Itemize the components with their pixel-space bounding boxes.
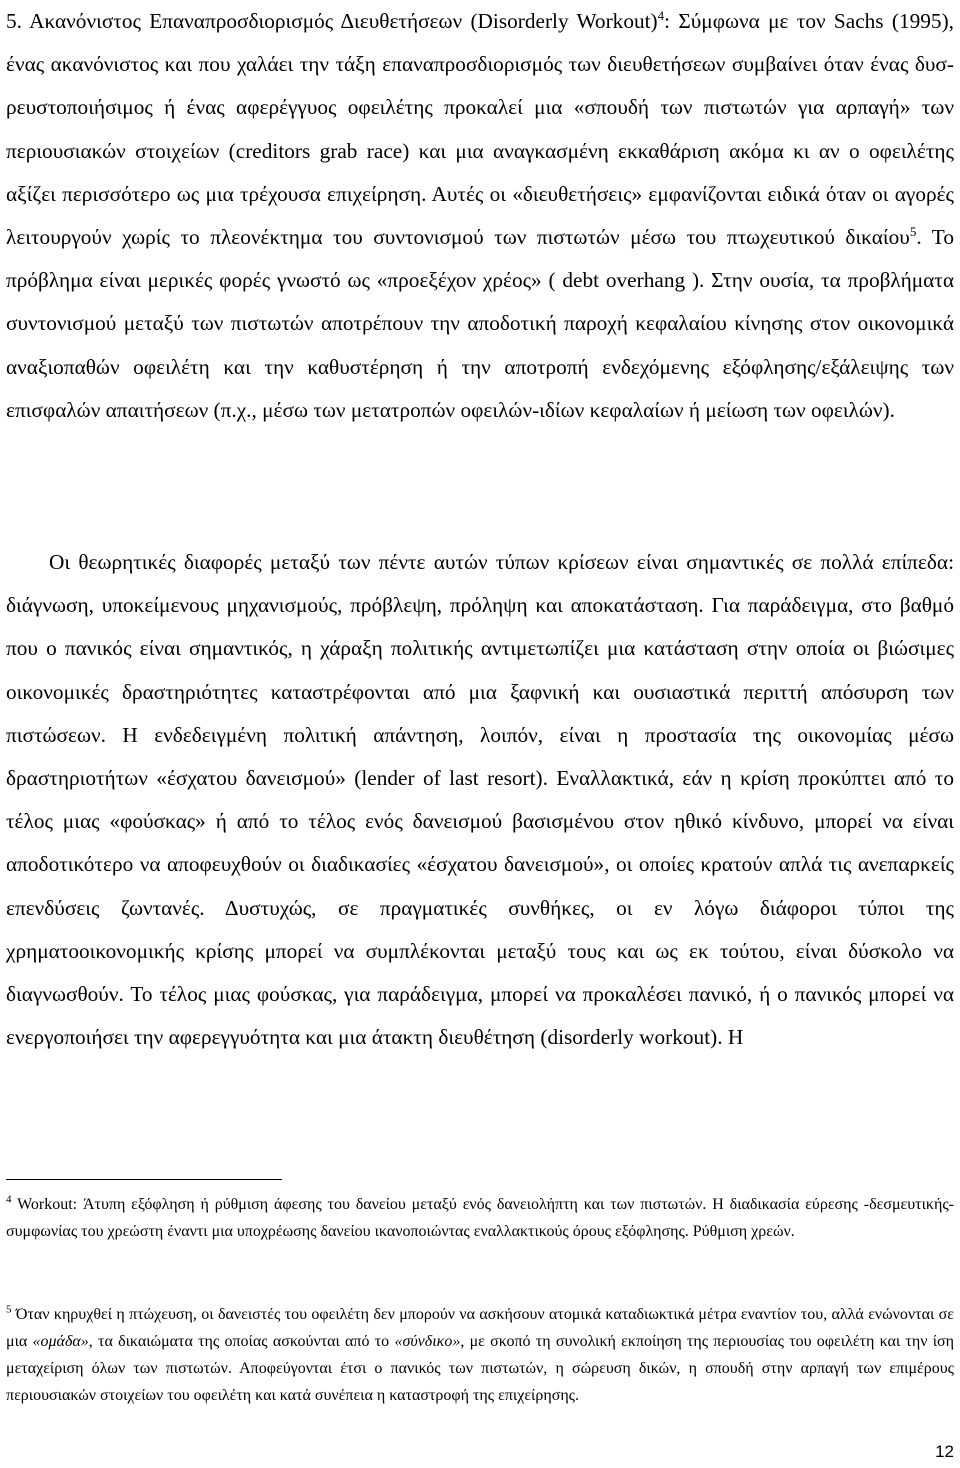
footnote-5-emphasis-syndiko: «σύνδικο» <box>394 1333 461 1350</box>
footnote-5-mark: 5 <box>6 1303 12 1316</box>
footnote-ref-5[interactable]: 5 <box>909 223 917 239</box>
footnote-ref-4[interactable]: 4 <box>657 7 665 23</box>
document-page <box>6 0 954 1468</box>
footnote-5-text-c: , με σκοπό τη συνολική εκποίηση της περιουσίας του οφειλέτη και την ίση μεταχείριση όλων των πιστωτών. Αποφεύγονται έτσι ο πανικός των πιστωτών, η σώρευση δικών, η σπουδή στην αρπαγή των επιμέρους περιουσιακών στοιχείων του οφειλέτη και κατά συνέπεια η καταστροφή της επιχείρησης. <box>6 1333 955 1404</box>
page-number: 12 <box>935 1442 954 1461</box>
paragraph-1-text-c: . Το πρόβλημα είναι μερικές φορές γνωστό ως «προεξέχον χρέος» ( debt overhang ). Στην ουσία, τα προβλήματα συντονισμού μεταξύ των πιστωτών αποτρέπουν την αποδοτική παροχή κεφαλαίου κίνησης στον οικονομικά αναξιοπαθών οφειλέτη και την καθυστέρηση ή την αποτροπή ενδεχόμενης εξόφλησης/εξάλειψης των επισφαλών απαιτήσεων (π.χ., μέσω των μετατροπών οφειλών-ιδίων κεφαλαίων ή μείωση των οφειλών). <box>6 225 954 422</box>
footnote-4-mark: 4 <box>6 1193 12 1206</box>
footnote-4 <box>6 1191 954 1245</box>
footnote-4-text: Workout: Άτυπη εξόφληση ή ρύθμιση άφεσης του δανείου μεταξύ ενός δανειολήπτη και των πιστωτών. Η διαδικασία εύρεσης -δεσμευτικής- συμφωνίας του χρεώστη έναντι μια υποχρέωσης δανείου ικανοποιώντας εναλλακτικούς όρους εξόφλησης. Ρύθμιση χρεών. <box>6 1196 954 1240</box>
footnote-separator <box>6 1179 282 1180</box>
footnote-5-emphasis-omada: «ομάδα» <box>32 1333 89 1350</box>
footnote-5-text-b: , τα δικαιώματα της οποίας ασκούνται από το <box>88 1333 395 1350</box>
body-paragraph-2: Οι θεωρητικές διαφορές μεταξύ των πέντε αυτών τύπων κρίσεων είναι σημαντικές σε πολλά επίπεδα: διάγνωση, υποκείμενους μηχανισμούς, πρόβλεψη, πρόληψη και αποκατάσταση. Για παράδειγμα, στο βαθμό που ο πανικός είναι σημαντικός, η χάραξη πολιτικής αντιμετωπίζει μια κατάσταση στην οποία οι βιώσιμες οικονομικές δραστηριότητες καταστρέφονται από μια ξαφνική και ουσιαστικά περιττή απόσυρση των πιστώσεων. Η ενδεδειγμένη πολιτική απάντηση, λοιπόν, είναι η προστασία της οικονομίας μέσω δραστηριοτήτων «έσχατου δανεισμού» (lender of last resort). Εναλλακτικά, εάν η κρίση προκύπτει από το τέλος μιας «φούσκας» ή από το τέλος ενός δανεισμού βασισμένου στον ηθικό κίνδυνο, μπορεί να είναι αποδοτικότερο να αποφευχθούν οι διαδικασίες «έσχατου δανεισμού», οι οποίες κρατούν απλά τις ανεπαρκείς επενδύσεις ζωντανές. Δυστυχώς, σε πραγματικές συνθήκες, οι εν λόγω διάφοροι τύποι της χρηματοοικονομικής κρίσης μπορεί να συμπλέκονται μεταξύ τους και ως εκ τούτου, είναι δύσκολο να διαγνωσθούν. Το τέλος μιας φούσκας, για παράδειγμα, μπορεί να προκαλέσει πανικό, ή ο πανικός μπορεί να ενεργοποιήσει την αφερεγγυότητα και μια άτακτη διευθέτηση (disorderly workout). Η <box>6 550 954 1050</box>
paragraph-1-text-b: : Σύμφωνα με τον Sachs (1995), ένας ακανόνιστος και που χαλάει την τάξη επαναπροσδιορισμός των διευθετήσεων συμβαίνει όταν ένας δυσ-ρευστοποιήσιμος ή ένας αφερέγγυος οφειλέτης προκαλεί μια «σπουδή των πιστωτών για αρπαγή» των περιουσιακών στοιχείων (creditors grab race) και μια αναγκασμένη εκκαθάριση ακόμα κι αν ο οφειλέτης αξίζει περισσότερο ως μια τρέχουσα επιχείρηση. Αυτές οι «διευθετήσεις» εμφανίζονται ειδικά όταν οι αγορές λειτουργούν χωρίς το πλεονέκτημα του συντονισμού των πιστωτών μέσω του πτωχευτικού δικαίου <box>6 9 954 250</box>
footnote-5 <box>6 1301 954 1409</box>
footnote-5-text-a: Όταν κηρυχθεί η πτώχευση, οι δανειστές του οφειλέτη δεν μπορούν να ασκήσουν ατομικά καταδιωκτικά μέτρα εναντίον του, αλλά ενώνονται σε μια <box>6 1306 954 1350</box>
paragraph-1-text-a: 5. Ακανόνιστος Επαναπροσδιορισμός Διευθετήσεων (Disorderly Workout) <box>6 9 658 33</box>
body-paragraph-1 <box>6 0 954 432</box>
